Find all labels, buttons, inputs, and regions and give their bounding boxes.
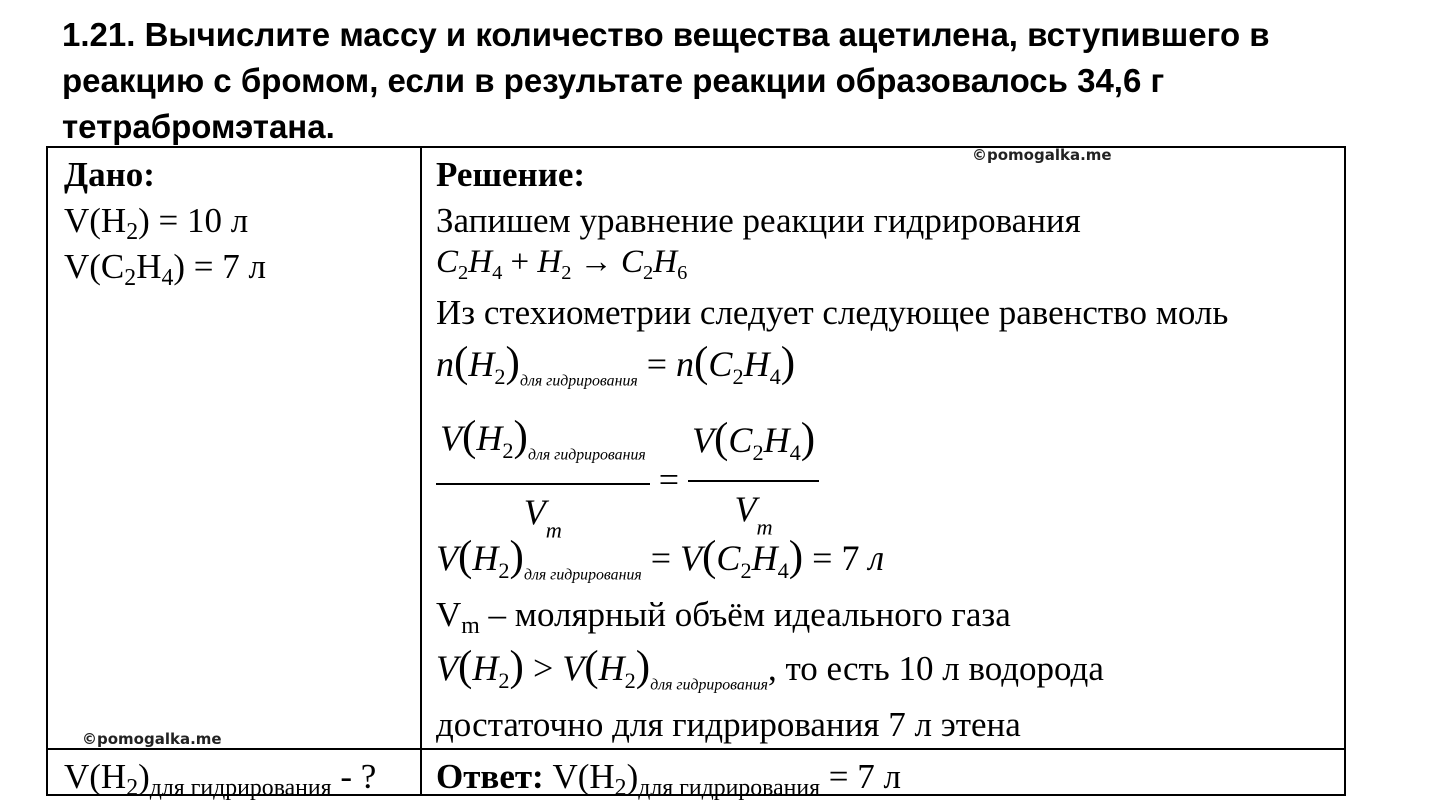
problem-text: Вычислите массу и количество вещества ацетилена, вступившего в реакцию с бромом, если в результате реакции образовалось 34,6 г тетрабромэтана. (62, 16, 1270, 145)
given-heading: Дано: (64, 155, 155, 194)
problem-number: 1.21. (62, 16, 136, 53)
answer-label: Ответ: (436, 757, 544, 796)
given-h2-volume: $V(H_2) = 10$ л (64, 201, 249, 246)
volume-equation: $V(H_2)_{для гидрирования} = V(C_2H_4) = 7$ л (436, 533, 885, 584)
watermark-bottom: ©pomogalka.me (82, 730, 222, 748)
compare-tail: , то есть 10 л водорода (767, 649, 1104, 688)
solution-heading: Решение: (436, 155, 586, 194)
conclusion-text: достаточно для гидрирования 7 л этена (436, 705, 1021, 744)
fraction-equation: $\frac{V(H_2)_{для гидрирования}}{V_m}$ = $\frac{V(C_2H_4)}{V_m}$ (436, 410, 819, 557)
solution-table (46, 146, 1346, 802)
stoich-text: Из стехиометрии следует следующее равенство моль (436, 293, 1229, 332)
moles-equation: $n(H_2)_{для гидрирования} = n(C_2H_4)$ (436, 339, 796, 390)
given-c2h4-volume: $V(C_2H_4) = 7$ л (64, 247, 266, 292)
answer-line: Ответ: $V(H_2)_{для гидрирования} = 7$ л (436, 757, 902, 802)
problem-statement (62, 12, 1382, 150)
vm-description: $V_m$ – молярный объём идеального газа (436, 595, 1011, 640)
row-divider (48, 748, 1344, 750)
reaction-equation: $C_2H_4 + H_2 \to C_2H_6$ (436, 244, 688, 285)
compare-line: $V(H_2) > V(H_2)_{для гидрирования}$, то есть 10 л водорода (436, 643, 1104, 694)
watermark-top: ©pomogalka.me (972, 146, 1112, 164)
find-h2-volume: $V(H_2)_{для гидрирования}$ - ? (64, 757, 377, 802)
solution-intro: Запишем уравнение реакции гидрирования (436, 201, 1081, 240)
column-divider (420, 148, 422, 794)
fraction-right: $\frac{V(C_2H_4)}{V_m}$ (688, 412, 819, 554)
fraction-left: $\frac{V(H_2)_{для гидрирования}}{V_m}$ (436, 410, 650, 557)
